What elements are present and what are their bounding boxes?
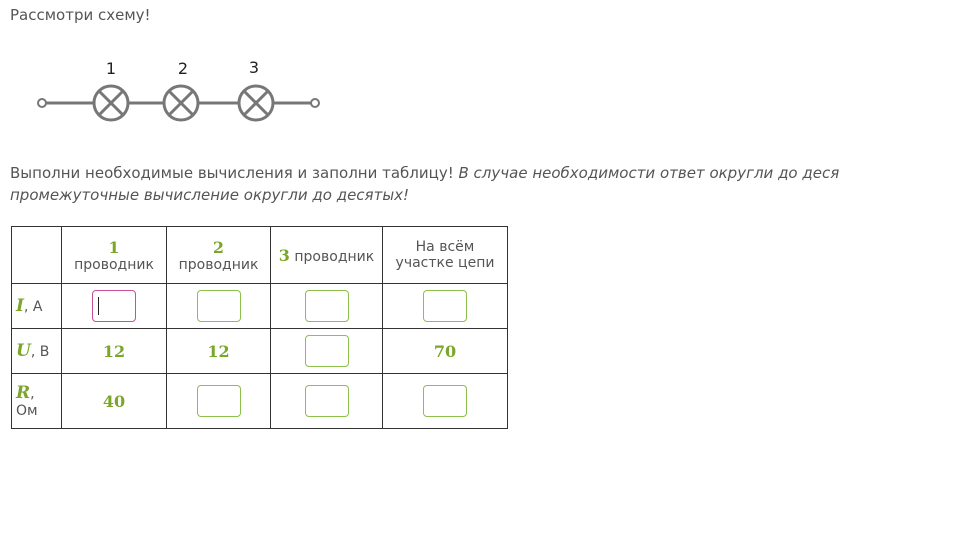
- value-voltage-1: 12: [102, 341, 126, 361]
- input-current-3[interactable]: [305, 290, 349, 322]
- input-current-total[interactable]: [423, 290, 467, 322]
- task-note-line2: промежуточные вычисление округли до десятых!: [10, 186, 410, 204]
- intro-text: Рассмотри схему!: [10, 6, 151, 24]
- terminal-right: [311, 99, 319, 107]
- circuit-diagram: [30, 55, 330, 135]
- task-instruction: Выполни необходимые вычисления и заполни таблицу!: [10, 164, 459, 182]
- input-resistance-2[interactable]: [197, 385, 241, 417]
- corner-cell: [12, 227, 62, 284]
- row-label-voltage: U, В: [12, 329, 62, 374]
- table-header-row: [12, 227, 508, 284]
- lamp-3-icon: [239, 86, 273, 120]
- lamp-3-label: 3: [248, 58, 260, 77]
- table-row-voltage: [12, 329, 508, 374]
- task-text: [10, 162, 950, 206]
- row-label-current: I, А: [12, 284, 62, 329]
- text-caret: [98, 297, 99, 315]
- value-voltage-2: 12: [207, 341, 230, 361]
- lamp-1-label: 1: [105, 59, 117, 78]
- task-note-line1: В случае необходимости ответ округли до деся: [458, 164, 840, 182]
- table-row-current: [12, 284, 508, 329]
- header-whole-circuit: На всём участке цепи: [383, 227, 508, 284]
- input-current-2[interactable]: [197, 290, 241, 322]
- header-conductor-2: 2 проводник: [167, 227, 271, 284]
- value-resistance-1: 40: [102, 391, 126, 411]
- row-label-resistance: R, Ом: [12, 374, 62, 429]
- input-resistance-total[interactable]: [423, 385, 467, 417]
- input-current-1[interactable]: [92, 290, 136, 322]
- header-conductor-1: 1 проводник: [62, 227, 167, 284]
- table-row-resistance: [12, 374, 508, 429]
- answer-table: [11, 226, 508, 429]
- lamp-1-icon: [94, 86, 128, 120]
- input-resistance-3[interactable]: [305, 385, 349, 417]
- terminal-left: [38, 99, 46, 107]
- value-voltage-total: 70: [433, 341, 457, 361]
- header-conductor-3: 3 проводник: [271, 227, 383, 284]
- lamp-2-label: 2: [177, 59, 189, 78]
- lamp-2-icon: [164, 86, 198, 120]
- input-voltage-3[interactable]: [305, 335, 349, 367]
